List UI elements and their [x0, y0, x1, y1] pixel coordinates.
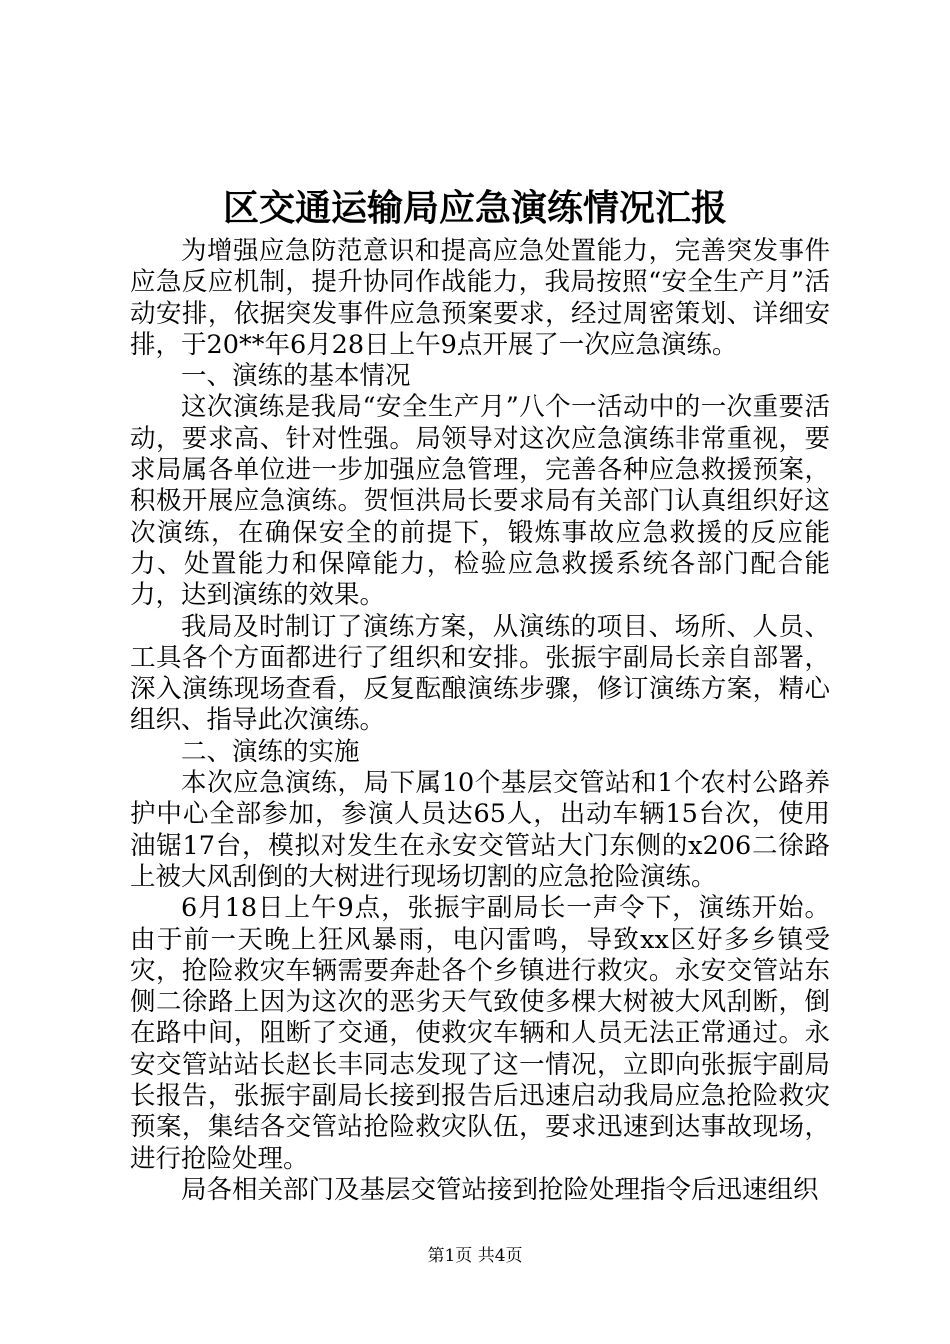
- page-number-footer: 第1页 共4页: [427, 1246, 523, 1266]
- document-body: [130, 236, 830, 1206]
- paragraph-implementation-3: 局各相关部门及基层交管站接到抢险处理指令后迅速组织: [181, 1174, 819, 1205]
- paragraph-implementation-2: 6月18日上午9点，张振宇副局长一声令下，演练开始。由于前一天晚上狂风暴雨，电闪雷鸣，导致xx区好多乡镇受灾，抢险救灾车辆需要奔赴各个乡镇进行救灾。永安交管站东侧二徐路上因为这次的恶劣天气致使多棵大树被大风刮断，倒在路中间，阻断了交通，使救灾车辆和人员无法正常通过。永安交管站站长赵长丰同志发现了这一情况，立即向张振宇副局长报告，张振宇副局长接到报告后迅速启动我局应急抢险救灾预案，集结各交管站抢险救灾队伍，要求迅速到达事故现场，进行抢险处理。: [130, 893, 830, 1174]
- paragraph-intro: 为增强应急防范意识和提高应急处置能力，完善突发事件应急反应机制，提升协同作战能力，我局按照“安全生产月”活动安排，依据突发事件应急预案要求，经过周密策划、详细安排，于20**年6月28日上午9点开展了一次应急演练。: [130, 236, 830, 360]
- paragraph-basic-situation-2: 我局及时制订了演练方案，从演练的项目、场所、人员、工具各个方面都进行了组织和安排。张振宇副局长亲自部署，深入演练现场查看，反复酝酿演练步骤，修订演练方案，精心组织、指导此次演练。: [130, 611, 830, 736]
- paragraph-basic-situation-1: 这次演练是我局“安全生产月”八个一活动中的一次重要活动，要求高、针对性强。局领导对这次应急演练非常重视，要求局属各单位进一步加强应急管理，完善各种应急救援预案，积极开展应急演练。贺恒洪局长要求局有关部门认真组织好这次演练，在确保安全的前提下，锻炼事故应急救援的反应能力、处置能力和保障能力，检验应急救援系统各部门配合能力，达到演练的效果。: [130, 392, 830, 611]
- paragraph-implementation-1: 本次应急演练，局下属10个基层交管站和1个农村公路养护中心全部参加，参演人员达65人，出动车辆15台次，使用油锯17台，模拟对发生在永安交管站大门东侧的x206二徐路上被大风刮倒的大树进行现场切割的应急抢险演练。: [130, 768, 830, 892]
- section-heading-implementation: 二、演练的实施: [181, 736, 360, 767]
- document-title: 区交通运输局应急演练情况汇报: [222, 187, 727, 229]
- section-heading-basic-situation: 一、演练的基本情况: [181, 361, 411, 392]
